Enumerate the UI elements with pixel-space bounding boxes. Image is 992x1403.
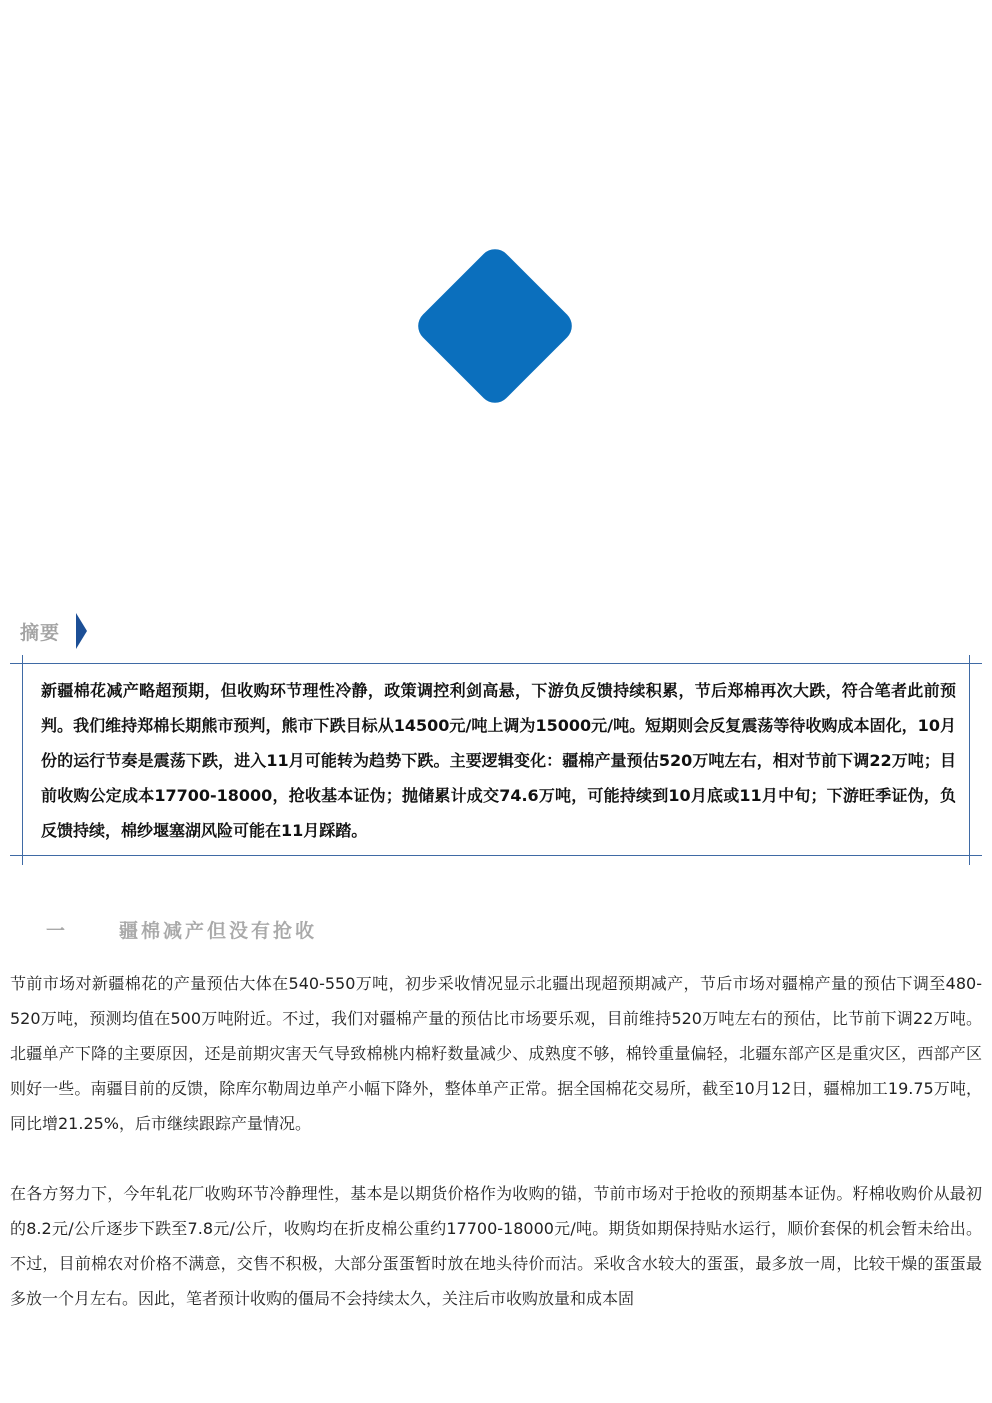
section-heading [46,914,317,944]
summary-frame-right-line [969,655,970,865]
summary-frame-left-line [22,655,23,865]
brand-logo-diamond [412,243,579,410]
summary-text: 新疆棉花减产略超预期，但收购环节理性冷静，政策调控利剑高悬，下游负反馈持续积累，节后郑棉再次大跌，符合笔者此前预判。我们维持郑棉长期熊市预判，熊市下跌目标从14500元/吨上调为15000元/吨。短期则会反复震荡等待收购成本固化，10月份的运行节奏是震荡下跌，进入11月可能转为趋势下跌。主要逻辑变化：疆棉产量预估520万吨左右，相对节前下调22万吨；目前收购公定成本17700-18000，抢收基本证伪；抛储累计成交74.6万吨，可能持续到10月底或11月中旬；下游旺季证伪，负反馈持续，棉纱堰塞湖风险可能在11月踩踏。 [41,681,956,840]
body-paragraph-2: 在各方努力下，今年轧花厂收购环节冷静理性，基本是以期货价格作为收购的锚，节前市场对于抢收的预期基本证伪。籽棉收购价从最初的8.2元/公斤逐步下跌至7.8元/公斤，收购均在折皮棉公重约17700-18000元/吨。期货如期保持贴水运行，顺价套保的机会暂未给出。不过，目前棉农对价格不满意，交售不积极，大部分蛋蛋暂时放在地头待价而沽。采收含水较大的蛋蛋，最多放一周，比较干燥的蛋蛋最多放一个月左右。因此，笔者预计收购的僵局不会持续太久，关注后市收购放量和成本固 [10,1184,982,1308]
summary-frame-bottom-line [10,855,982,856]
arrow-right-icon [76,613,87,649]
summary-header [20,616,87,646]
body-paragraph-1: 节前市场对新疆棉花的产量预估大体在540-550万吨，初步采收情况显示北疆出现超预期减产，节后市场对疆棉产量的预估下调至480-520万吨，预测均值在500万吨附近。不过，我们对疆棉产量的预估比市场要乐观，目前维持520万吨左右的预估，比节前下调22万吨。北疆单产下降的主要原因，还是前期灾害天气导致棉桃内棉籽数量减少、成熟度不够，棉铃重量偏轻，北疆东部产区是重灾区，西部产区则好一些。南疆目前的反馈，除库尔勒周边单产小幅下降外，整体单产正常。据全国棉花交易所，截至10月12日，疆棉加工19.75万吨，同比增21.25%，后市继续跟踪产量情况。 [10,974,982,1133]
summary-title: 摘要 [20,621,61,644]
section-number: 一 [46,919,66,942]
section-title: 疆棉减产但没有抢收 [119,919,318,942]
summary-frame-top-line [10,663,982,664]
